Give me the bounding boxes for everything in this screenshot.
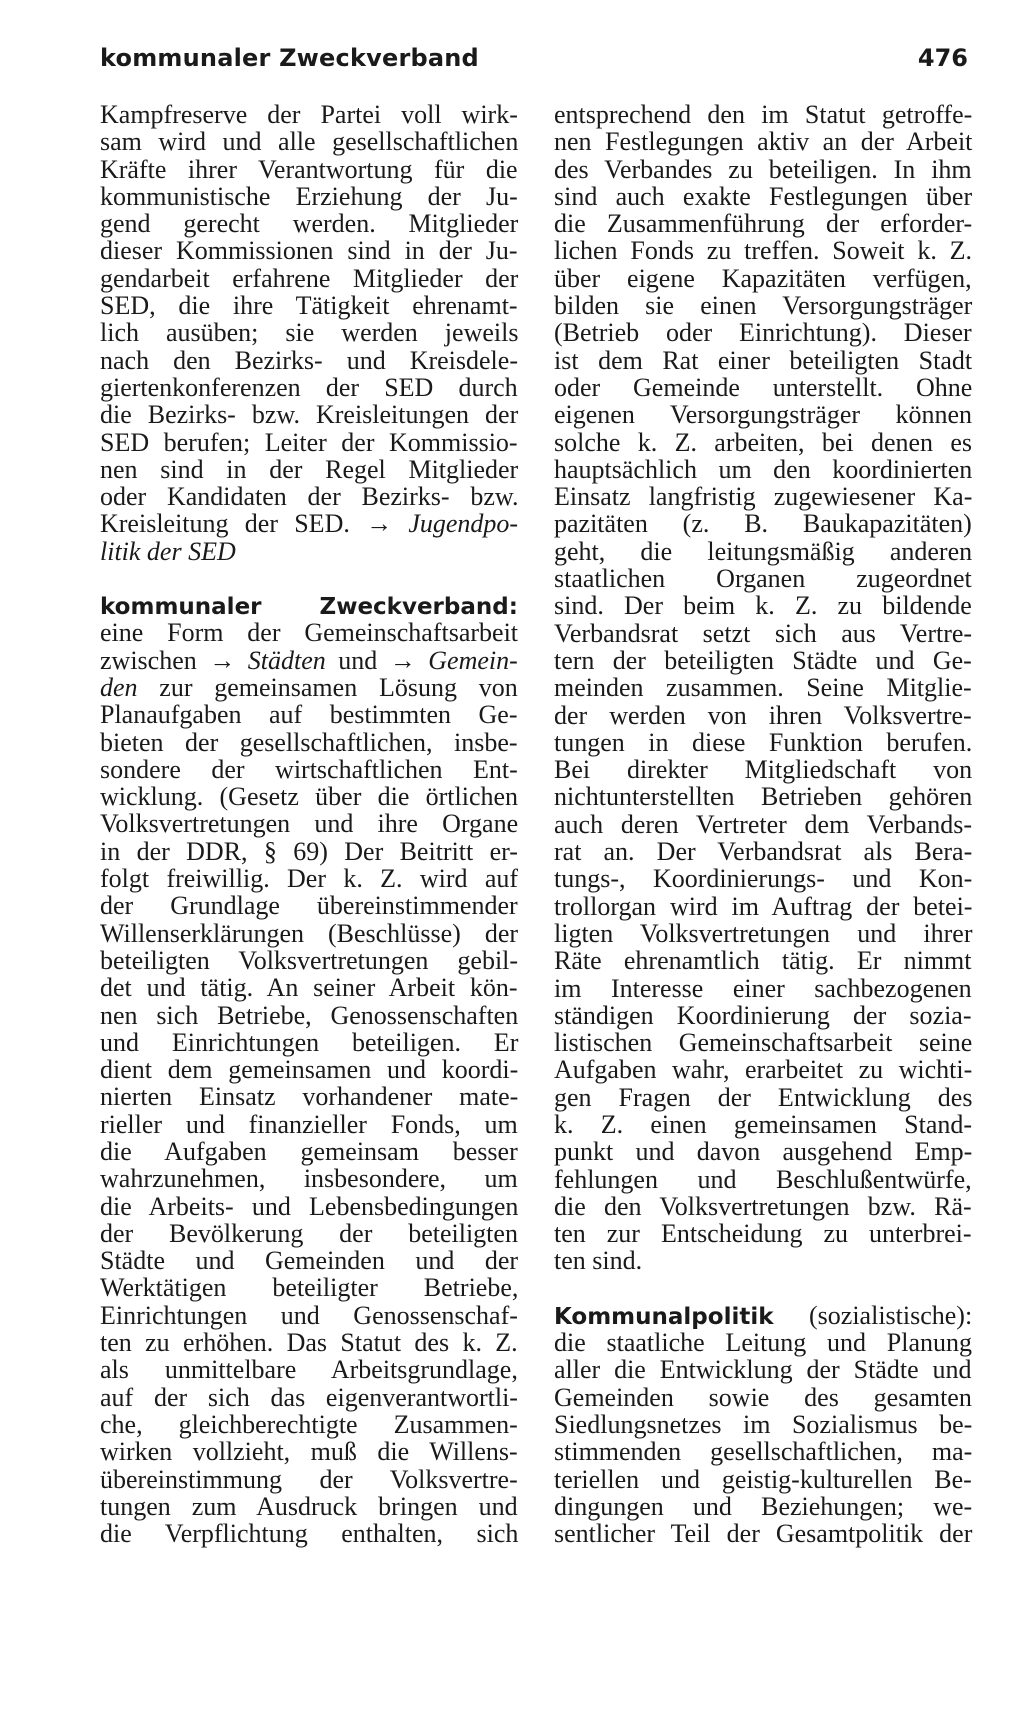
text-line: [554, 893, 972, 920]
text-line: [100, 1302, 518, 1329]
text: gen Fragen der Entwicklung des: [554, 1082, 973, 1112]
text: tern der beteiligten Städte und Ge-: [554, 645, 972, 675]
text: Kräfte ihrer Verantwortung für die: [100, 154, 518, 184]
text: tungen zum Ausdruck bringen und: [100, 1491, 518, 1521]
text: und Einrichtungen beteiligen. Er: [100, 1027, 519, 1057]
text-line: [554, 483, 972, 510]
text-line: [100, 429, 518, 456]
text-line: [554, 947, 972, 974]
text: rat an. Der Verbandsrat als Bera-: [554, 837, 973, 867]
text-line: [554, 674, 972, 701]
text-line: [554, 838, 972, 865]
text-line: [554, 1138, 972, 1165]
text-line: [100, 156, 518, 183]
text: sam wird und alle gesellschaftlichen: [100, 127, 519, 157]
text: kommunistische Erziehung der Ju-: [100, 181, 518, 211]
cross-reference: Gemein-: [428, 645, 518, 675]
text: tungs-, Koordinierungs- und Kon-: [554, 864, 973, 894]
text-line: [100, 1493, 518, 1520]
text-line: [100, 292, 518, 319]
text-line: [554, 237, 972, 264]
text-line: [100, 128, 518, 155]
text-line: [554, 647, 972, 674]
page-header: [100, 44, 968, 84]
text: über eigene Kapazitäten verfügen,: [554, 263, 972, 293]
text: k. Z. einen gemeinsamen Stand-: [554, 1109, 973, 1139]
text: entsprechend den im Statut getroffe-: [554, 100, 973, 129]
text: die Zusammenführung der erforder-: [554, 209, 973, 239]
text: ten sind.: [554, 1246, 643, 1276]
text-line: [100, 101, 518, 128]
text-line: [554, 347, 972, 374]
text: ist dem Rat einer beteiligten Stadt: [554, 345, 973, 375]
text: die Arbeits- und Lebensbedingungen: [100, 1191, 519, 1221]
text: die Bezirks- bzw. Kreisleitungen der: [100, 400, 519, 430]
text-line: [554, 292, 972, 319]
text: lichen Fonds zu treffen. Soweit k. Z.: [554, 236, 973, 266]
text-line: [100, 1165, 518, 1192]
text: ständigen Koordinierung der sozia-: [554, 1000, 972, 1030]
text-line: [100, 1384, 518, 1411]
text: bilden sie einen Versorgungsträger: [554, 291, 973, 321]
text: Werktätigen beteiligter Betriebe,: [100, 1273, 519, 1303]
text: Planaufgaben auf bestimmten Ge-: [100, 700, 518, 730]
text-line: [100, 1329, 518, 1356]
text-line: [100, 1029, 518, 1056]
text: (Betrieb oder Einrichtung). Dieser: [554, 318, 972, 348]
text-line: [100, 483, 518, 510]
text-line: [100, 701, 518, 728]
text-line: [100, 183, 518, 210]
text-line: [100, 1356, 518, 1383]
text: Einsatz langfristig zugewiesener Ka-: [554, 482, 973, 512]
text: bieten der gesellschaftlichen, insbe-: [100, 727, 518, 757]
text-line: [554, 128, 972, 155]
text: oder Kandidaten der Bezirks- bzw.: [100, 482, 519, 512]
text-line: [554, 183, 972, 210]
text: Bei direkter Mitgliedschaft von: [554, 755, 973, 785]
text: übereinstimmung der Volksvertre-: [100, 1464, 518, 1494]
text-line: [100, 1111, 518, 1138]
text: und →: [325, 645, 429, 675]
text-line: [100, 1002, 518, 1029]
cross-reference: Städten: [247, 645, 326, 675]
text-line: [100, 647, 518, 674]
headword: Kommunalpolitik: [554, 1303, 774, 1330]
text-line: [100, 456, 518, 483]
text-line: [554, 1520, 972, 1547]
text: SED berufen; Leiter der Kommissio-: [100, 427, 518, 457]
text-line: [554, 1220, 972, 1247]
text-line: [100, 538, 518, 565]
text: Aufgaben wahr, erarbeitet zu wichti-: [554, 1055, 973, 1085]
text: sind auch exakte Festlegungen über: [554, 181, 973, 211]
text: fehlungen und Beschlußentwürfe,: [554, 1164, 972, 1194]
text-line: [554, 1247, 972, 1274]
text-line: [554, 1466, 972, 1493]
text-line: [554, 1356, 972, 1383]
text-line: [554, 702, 972, 729]
text: als unmittelbare Arbeitsgrundlage,: [100, 1355, 518, 1385]
cross-reference: den: [100, 672, 138, 702]
text: gend gerecht werden. Mitglieder: [100, 209, 519, 239]
text: Kampfreserve der Partei voll wirk-: [100, 100, 518, 129]
text-line: [100, 1247, 518, 1274]
text: staatlichen Organen zugeordnet: [554, 564, 972, 594]
text: nen sind in der Regel Mitglieder: [100, 454, 519, 484]
text: beteiligten Volksvertretungen gebil-: [100, 945, 519, 975]
text-line: [554, 1384, 972, 1411]
text-line: [100, 729, 518, 756]
text: Volksvertretungen und ihre Organe: [100, 809, 519, 839]
text-line: [554, 811, 972, 838]
text: tungen in diese Funktion berufen.: [554, 727, 973, 757]
text: pazitäten (z. B. Baukapazitäten): [554, 509, 972, 539]
text: dieser Kommissionen sind in der Ju-: [100, 236, 518, 266]
text-line: [100, 210, 518, 237]
text-line: [100, 1274, 518, 1301]
text-line: [100, 1193, 518, 1220]
text-line: [554, 756, 972, 783]
text: folgt freiwillig. Der k. Z. wird auf: [100, 864, 519, 894]
text-line: [554, 783, 972, 810]
text-line: [100, 374, 518, 401]
text: Siedlungsnetzes im Sozialismus be-: [554, 1409, 973, 1439]
text: SED, die ihre Tätigkeit ehrenamt-: [100, 291, 518, 321]
text-line: [100, 1520, 518, 1547]
text-line: [100, 974, 518, 1001]
text: listischen Gemeinschaftsarbeit seine: [554, 1028, 973, 1058]
text-line: [100, 1220, 518, 1247]
text: hauptsächlich um den koordinierten: [554, 454, 973, 484]
cross-reference: Jugendpo-: [408, 509, 519, 539]
text-line: [554, 1166, 972, 1193]
text-line: [100, 838, 518, 865]
running-head: kommunaler Zweckverband: [100, 44, 479, 72]
left-column: [100, 101, 518, 1547]
text-line: [554, 429, 972, 456]
text-line: [100, 237, 518, 264]
text-line: [100, 1411, 518, 1438]
text: nichtunterstellten Betrieben gehören: [554, 782, 973, 812]
text: solche k. Z. arbeiten, bei denen es: [554, 427, 973, 457]
text-line: [554, 456, 972, 483]
text-line: [554, 1411, 972, 1438]
right-column: [554, 101, 972, 1547]
text-line: [554, 1056, 972, 1083]
text-line: [554, 865, 972, 892]
text-line: [100, 1083, 518, 1110]
text: giertenkonferenzen der SED durch: [100, 372, 518, 402]
entry-headword-line: [100, 592, 518, 619]
text-line: [100, 347, 518, 374]
text-line: [554, 374, 972, 401]
text-line: [554, 1002, 972, 1029]
text: nierten Einsatz vorhandener mate-: [100, 1082, 519, 1112]
cross-reference: litik der SED: [100, 536, 236, 566]
text-line: [554, 510, 972, 537]
text-line: [554, 1084, 972, 1111]
text-line: [100, 865, 518, 892]
text-line: [100, 947, 518, 974]
text-line: [100, 892, 518, 919]
text-line: [100, 1056, 518, 1083]
text: Gemeinden sowie des gesamten: [554, 1382, 972, 1412]
text: geht, die leitungsmäßig anderen: [554, 536, 973, 566]
text: im Interesse einer sachbezogenen: [554, 973, 972, 1003]
text-line: [554, 101, 972, 128]
text: zwischen →: [100, 645, 248, 675]
text-line: [554, 1329, 972, 1356]
text-line: [554, 210, 972, 237]
text-line: [100, 783, 518, 810]
text: dingungen und Beziehungen; we-: [554, 1491, 973, 1521]
text-line: [554, 1438, 972, 1465]
text-line: [554, 1111, 972, 1138]
text-line: [100, 401, 518, 428]
text: aller die Entwicklung der Städte und: [554, 1355, 972, 1385]
text: ten zur Entscheidung zu unterbrei-: [554, 1219, 972, 1249]
text: zur gemeinsamen Lösung von: [137, 672, 518, 702]
text-line: [100, 265, 518, 292]
text-line: [554, 538, 972, 565]
text: Willenserklärungen (Beschlüsse) der: [100, 918, 519, 948]
text-line: [554, 620, 972, 647]
text: die Verpflichtung enthalten, sich: [100, 1519, 519, 1549]
text-line: [554, 1493, 972, 1520]
text-line: [100, 674, 518, 701]
text-line: [100, 619, 518, 646]
text-line: [100, 510, 518, 537]
text-line: [554, 592, 972, 619]
text: gendarbeit erfahrene Mitglieder der: [100, 263, 519, 293]
text: stimmenden gesellschaftlichen, ma-: [554, 1437, 973, 1467]
text-line: [100, 920, 518, 947]
text: des Verbandes zu beteiligen. In ihm: [554, 154, 972, 184]
text-line: [554, 1193, 972, 1220]
text-line: [100, 1466, 518, 1493]
text-line: [554, 975, 972, 1002]
text-line: [554, 401, 972, 428]
text-line: [554, 729, 972, 756]
page-number: 476: [917, 44, 968, 72]
text: nen sich Betriebe, Genossenschaften: [100, 1000, 519, 1030]
text-line: [554, 265, 972, 292]
text: meinden zusammen. Seine Mitglie-: [554, 673, 972, 703]
text: der Bevölkerung der beteiligten: [100, 1218, 518, 1248]
text: (sozialistische):: [773, 1300, 973, 1330]
headword: kommunaler Zweckverband:: [100, 594, 518, 621]
entry-headword-line: [554, 1302, 972, 1329]
text: die staatliche Leitung und Planung: [554, 1328, 973, 1358]
text: det und tätig. An seiner Arbeit kön-: [100, 973, 518, 1003]
text: die Aufgaben gemeinsam besser: [100, 1136, 518, 1166]
text: Einrichtungen und Genossenschaf-: [100, 1300, 518, 1330]
text: die den Volksvertretungen bzw. Rä-: [554, 1191, 972, 1221]
text: Kreisleitung der SED. →: [100, 509, 409, 539]
text-line: [100, 756, 518, 783]
text: wahrzunehmen, insbesondere, um: [100, 1164, 518, 1194]
text: Städte und Gemeinden und der: [100, 1246, 519, 1276]
text: oder Gemeinde unterstellt. Ohne: [554, 372, 973, 402]
text: sentlicher Teil der Gesamtpolitik der: [554, 1519, 973, 1549]
text: wirken vollzieht, muß die Willens-: [100, 1437, 518, 1467]
text: eigenen Versorgungsträger können: [554, 400, 973, 430]
text: sondere der wirtschaftlichen Ent-: [100, 754, 518, 784]
text-line: [100, 810, 518, 837]
text: nen Festlegungen aktiv an der Arbeit: [554, 127, 973, 157]
text: ligten Volksvertretungen und ihrer: [554, 918, 973, 948]
text-line: [100, 319, 518, 346]
text-line: [100, 1138, 518, 1165]
text: che, gleichberechtigte Zusammen-: [100, 1409, 518, 1439]
text: rieller und finanzieller Fonds, um: [100, 1109, 518, 1139]
text: der Grundlage übereinstimmender: [100, 891, 518, 921]
text-line: [554, 920, 972, 947]
text: eine Form der Gemeinschaftsarbeit: [100, 618, 519, 648]
text: Räte ehrenamtlich tätig. Er nimmt: [554, 946, 972, 976]
text: trollorgan wird im Auftrag der betei-: [554, 891, 973, 921]
text: wicklung. (Gesetz über die örtlichen: [100, 782, 519, 812]
text-line: [100, 1438, 518, 1465]
text: auch deren Vertreter dem Verbands-: [554, 809, 972, 839]
text-line: [554, 1029, 972, 1056]
text: auf der sich das eigenverantwortli-: [100, 1382, 518, 1412]
text: teriellen und geistig-kulturellen Be-: [554, 1464, 972, 1494]
text-line: [554, 319, 972, 346]
text: ten zu erhöhen. Das Statut des k. Z.: [100, 1328, 518, 1358]
text: punkt und davon ausgehend Emp-: [554, 1137, 973, 1167]
text: sind. Der beim k. Z. zu bildende: [554, 591, 972, 621]
text: nach den Bezirks- und Kreisdele-: [100, 345, 518, 375]
text: Verbandsrat setzt sich aus Vertre-: [554, 618, 973, 648]
text: der werden von ihren Volksvertre-: [554, 700, 972, 730]
text-line: [554, 565, 972, 592]
text: dient dem gemeinsamen und koordi-: [100, 1055, 519, 1085]
text-line: [554, 156, 972, 183]
text: lich ausüben; sie werden jeweils: [100, 318, 519, 348]
text: in der DDR, § 69) Der Beitritt er-: [100, 836, 518, 866]
